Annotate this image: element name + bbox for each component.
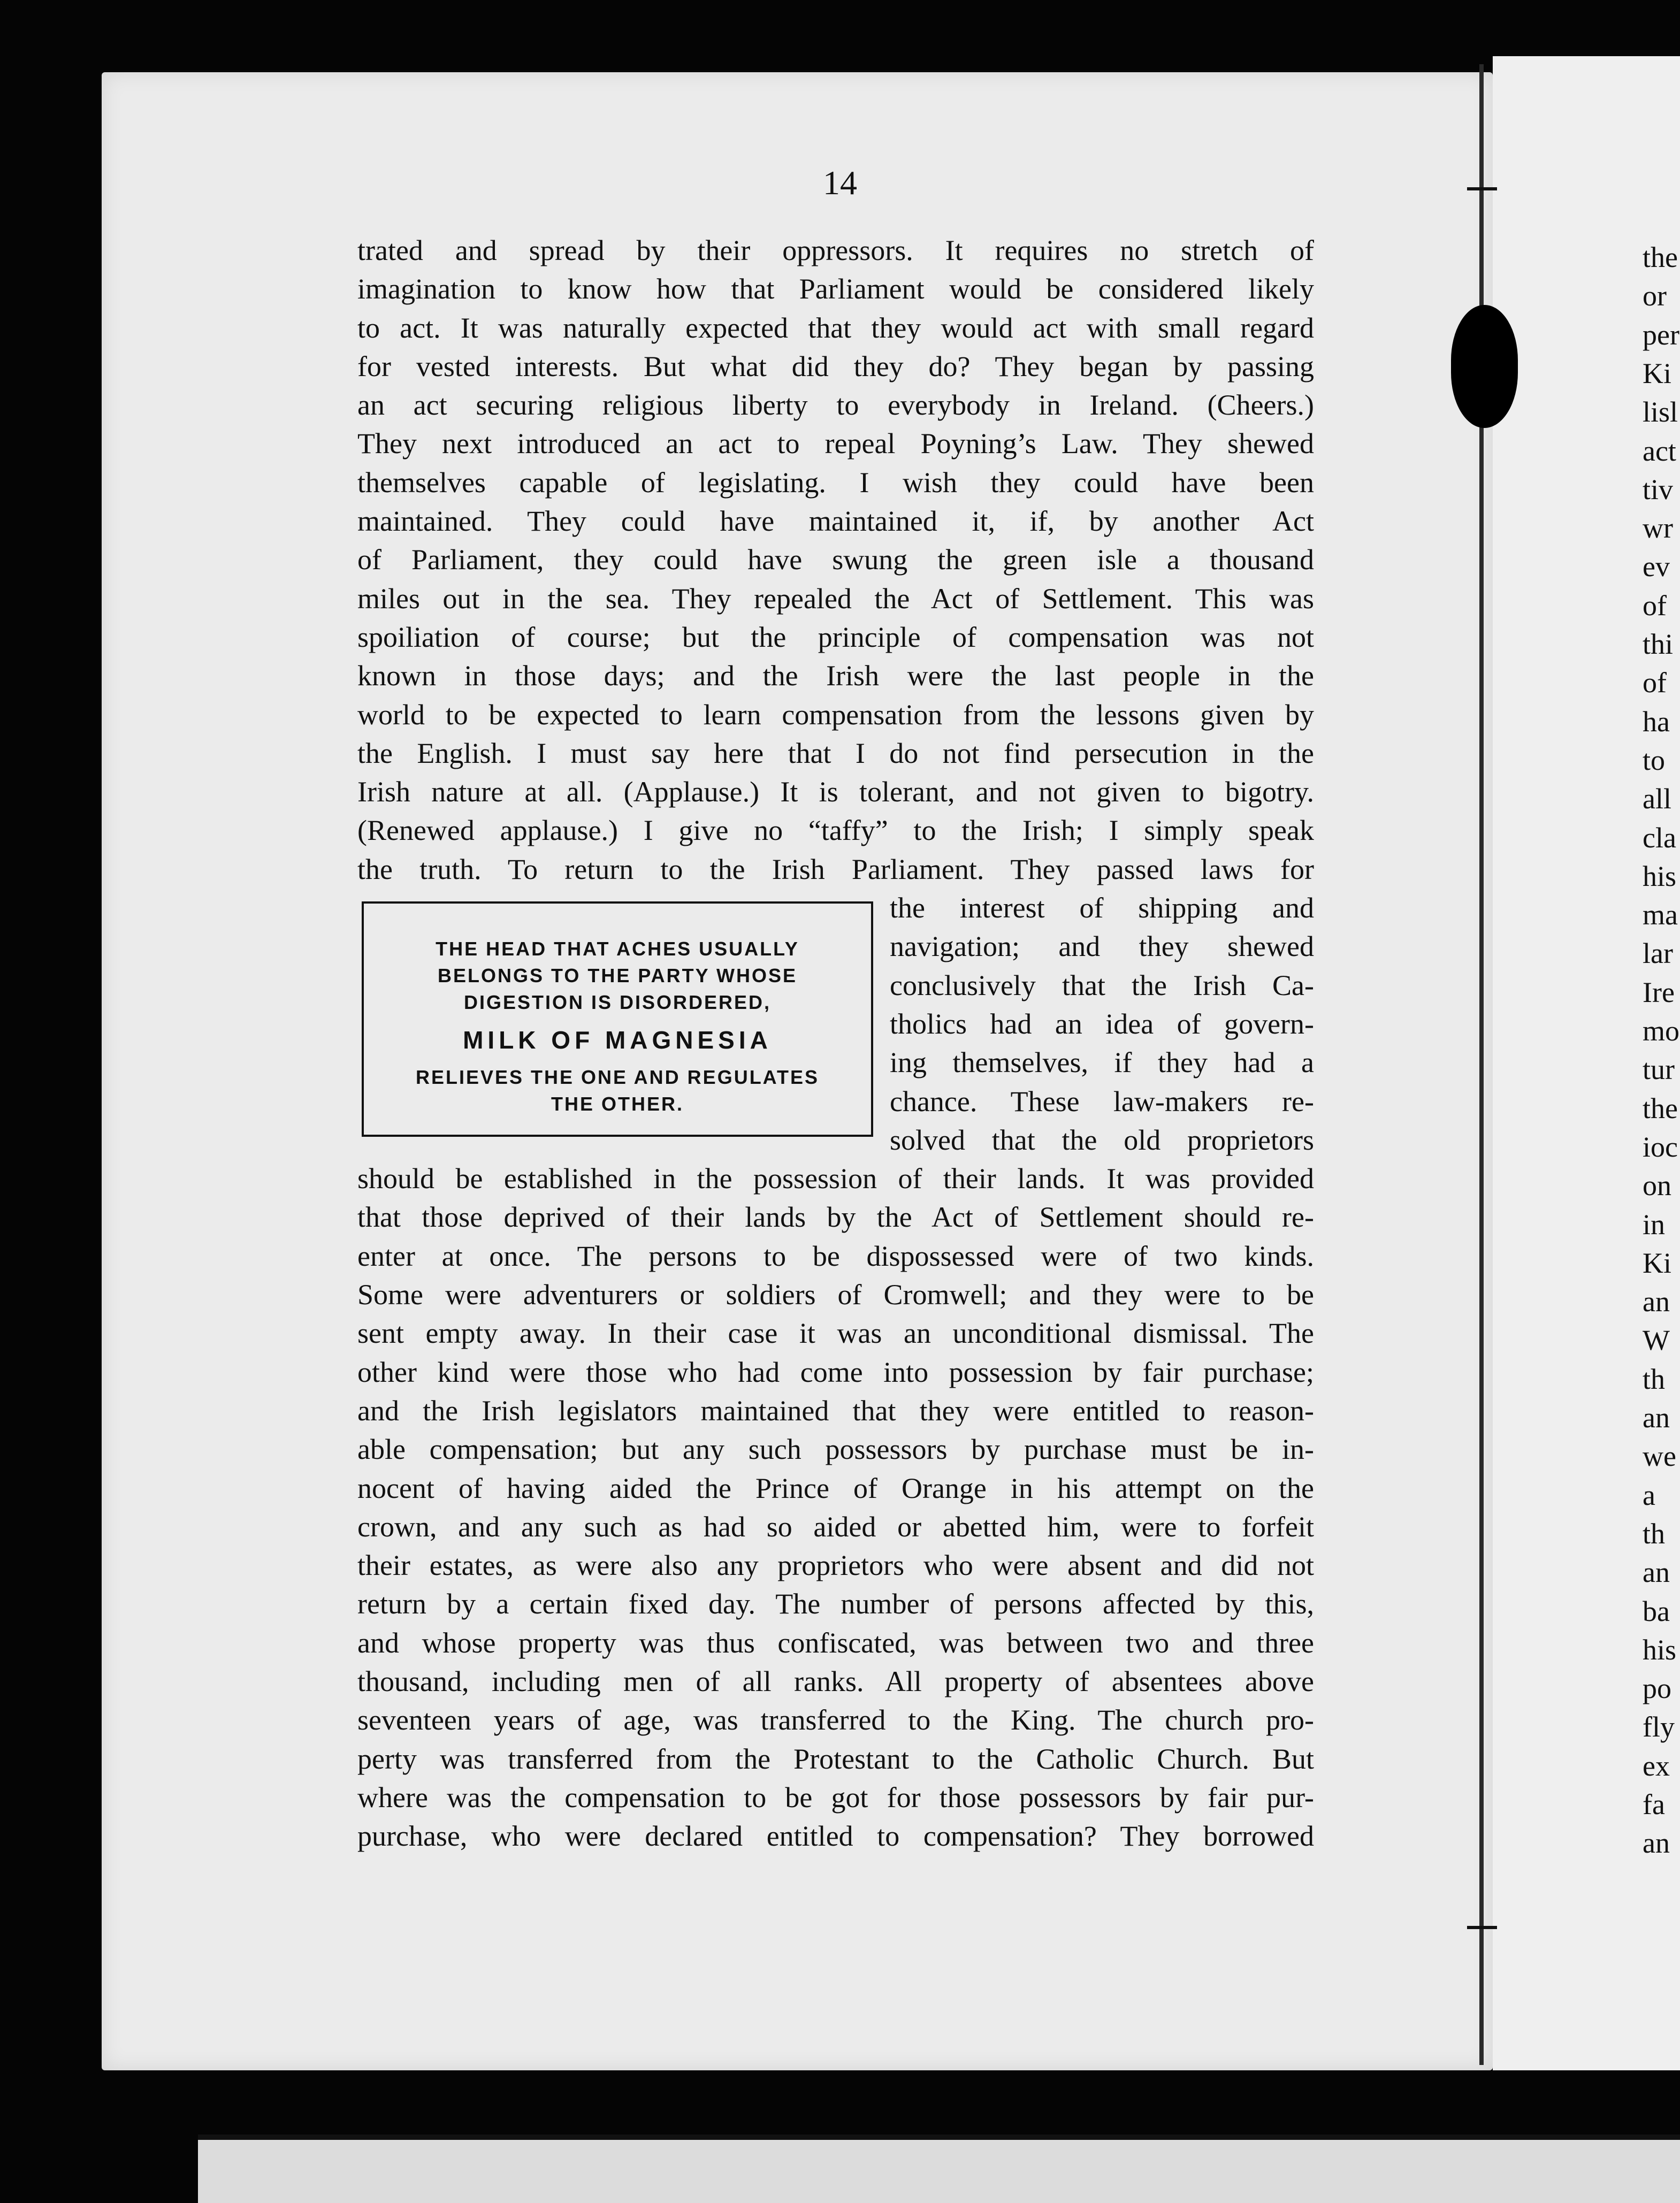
text-line: world to be expected to learn compensation from the lessons given by [357,698,1314,731]
text-line: ing themselves, if they had a [890,1046,1314,1079]
right-page-fragment: his [1643,1633,1677,1666]
right-page-fragment: Ki [1643,357,1671,389]
binding-stitch [1467,187,1497,190]
right-page-fragment: W [1643,1324,1670,1357]
text-line: thousand, including men of all ranks. All property of absentees above [357,1665,1314,1697]
text-line: purchase, who were declared entitled to compensation? They borrowed [357,1820,1314,1853]
right-page-fragment: fa [1643,1788,1665,1820]
right-page-fragment: po [1643,1672,1671,1705]
text-line: chance. These law-makers re- [890,1085,1314,1118]
page-edge-strip [198,2135,1680,2203]
text-line: They next introduced an act to repeal Poyning’s Law. They shewed [357,427,1314,460]
text-line: crown, and any such as had so aided or abetted him, were to forfeit [357,1510,1314,1543]
right-page-fragment: cla [1643,821,1676,854]
right-page-fragment: his [1643,860,1677,892]
ad-text-line: THE HEAD THAT ACHES USUALLY [436,938,799,960]
text-line: imagination to know how that Parliament would be considered likely [357,273,1314,305]
text-line: return by a certain fixed day. The number of persons affected by this, [357,1588,1314,1620]
right-page-fragment: we [1643,1440,1676,1473]
right-page-fragment: of [1643,589,1667,622]
ad-text-line: RELIEVES THE ONE AND REGULATES [415,1066,820,1088]
text-line: known in those days; and the Irish were the last people in the [357,660,1314,692]
text-line: the English. I must say here that I do not find persecution in the [357,737,1314,769]
text-line: trated and spread by their oppressors. It requires no stretch of [357,234,1314,266]
right-page-fragment: ba [1643,1595,1670,1627]
ad-headline: MILK OF MAGNESIA [463,1026,772,1054]
text-line: and whose property was thus confiscated, was between two and three [357,1626,1314,1659]
right-page-fragment: ex [1643,1749,1670,1782]
right-page-fragment: an [1643,1556,1670,1589]
text-line: sent empty away. In their case it was an unconditional dismissal. The [357,1317,1314,1350]
text-line: perty was transferred from the Protestant to the Catholic Church. But [357,1742,1314,1775]
text-line: maintained. They could have maintained it, if, by another Act [357,505,1314,538]
right-page-fragment: tiv [1643,473,1674,506]
right-page-fragment: wr [1643,512,1673,545]
right-page-fragment: Ire [1643,976,1675,1008]
ad-text-line: BELONGS TO THE PARTY WHOSE [437,965,798,986]
right-page-fragment: of [1643,667,1667,699]
right-page-fragment: lar [1643,937,1673,970]
milk-of-magnesia-advertisement [362,901,873,1137]
right-page-fragment: tur [1643,1053,1675,1086]
text-line: where was the compensation to be got for those possessors by fair pur- [357,1781,1314,1814]
right-page-fragment: ha [1643,705,1670,738]
right-page-fragment: all [1643,783,1671,815]
right-page-fragment: ma [1643,899,1678,931]
right-page-fragment: fly [1643,1711,1675,1743]
right-page-fragment: lisl [1643,396,1678,429]
text-line: Some were adventurers or soldiers of Cromwell; and they were to be [357,1279,1314,1311]
text-line: enter at once. The persons to be dispossessed were of two kinds. [357,1240,1314,1272]
text-line: tholics had an idea of govern- [890,1007,1314,1040]
right-page-fragment: an [1643,1827,1670,1860]
right-page-fragment: act [1643,434,1676,467]
text-line: able compensation; but any such possessors by purchase must be in- [357,1433,1314,1466]
text-line: (Renewed applause.) I give no “taffy” to the Irish; I simply speak [357,814,1314,847]
right-page-fragment: mo [1643,1015,1680,1047]
right-page-fragment: to [1643,744,1666,776]
text-line: conclusively that the Irish Ca- [890,969,1314,1001]
text-line: spoiliation of course; but the principle of compensation was not [357,621,1314,653]
ad-text-line: DIGESTION IS DISORDERED, [463,991,772,1013]
right-page-fragment: an [1643,1286,1670,1318]
text-line: navigation; and they shewed [890,930,1314,963]
right-page-fragment: ev [1643,550,1670,583]
text-line: their estates, as were also any proprietors who were absent and did not [357,1549,1314,1582]
right-page-fragment: the [1643,1092,1678,1125]
right-page-fragment: th [1643,1517,1666,1550]
right-page-fragment: the [1643,241,1678,273]
text-line: of Parliament, they could have swung the green isle a thousand [357,544,1314,576]
right-page-fragment: an [1643,1402,1670,1434]
right-page-fragment: a [1643,1479,1655,1511]
text-line: miles out in the sea. They repealed the Act of Settlement. This was [357,582,1314,615]
text-line: themselves capable of legislating. I wish they could have been [357,466,1314,499]
binding-hole [1451,305,1518,428]
text-line: an act securing religious liberty to everybody in Ireland. (Cheers.) [357,389,1314,422]
text-line: other kind were those who had come into possession by fair purchase; [357,1356,1314,1388]
text-line: seventeen years of age, was transferred to the King. The church pro- [357,1704,1314,1737]
right-page-fragment: in [1643,1208,1666,1241]
text-line: to act. It was naturally expected that they would act with small regard [357,311,1314,344]
right-page-fragment: ioc [1643,1130,1678,1163]
text-line: nocent of having aided the Prince of Orange in his attempt on the [357,1472,1314,1504]
text-line: the interest of shipping and [890,892,1314,924]
right-page-fragment: th [1643,1363,1666,1395]
text-line: and the Irish legislators maintained that they were entitled to reason- [357,1394,1314,1427]
text-line: the truth. To return to the Irish Parliament. They passed laws for [357,853,1314,885]
text-line: Irish nature at all. (Applause.) It is tolerant, and not given to bigotry. [357,776,1314,808]
right-page-fragment: on [1643,1169,1671,1202]
right-page-fragment: Ki [1643,1246,1671,1279]
text-line: that those deprived of their lands by the Act of Settlement should re- [357,1201,1314,1234]
text-line: solved that the old proprietors [890,1123,1314,1156]
ad-text-line: THE OTHER. [551,1093,684,1115]
text-line: for vested interests. But what did they do? They began by passing [357,350,1314,383]
page-number: 14 [823,164,857,202]
right-page-fragment: thi [1643,628,1674,660]
right-page-fragment: or [1643,280,1667,312]
right-page-fragment: per [1643,318,1679,351]
text-line: should be established in the possession of their lands. It was provided [357,1162,1314,1195]
binding-stitch [1467,1926,1497,1929]
